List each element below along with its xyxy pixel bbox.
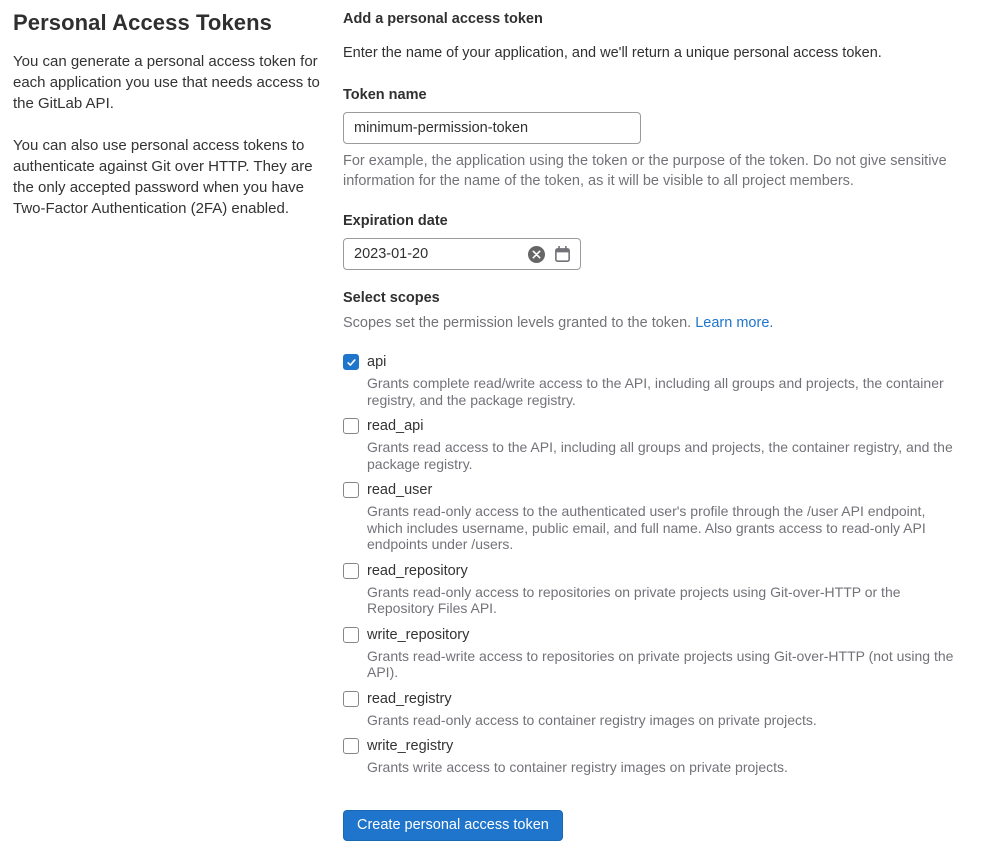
expiration-date-field-wrap: [343, 238, 581, 270]
scope-description: Grants read-write access to repositories on private projects using Git-over-HTTP (not using the API).: [367, 647, 954, 680]
scope-description: Grants write access to container registry images on private projects.: [367, 759, 788, 775]
scope-checkbox-read_user[interactable]: [343, 482, 359, 498]
scope-label[interactable]: api: [367, 354, 387, 370]
scope-label[interactable]: write_registry: [367, 738, 454, 754]
scope-description: Grants complete read/write access to the API, including all groups and projects, the container registry, and the package registry.: [367, 375, 944, 408]
token-name-input[interactable]: [343, 112, 641, 144]
intro-paragraph-1: You can generate a personal access token for each application you use that needs access to the GitLab API.: [13, 53, 320, 112]
form-description: Enter the name of your application, and we'll return a unique personal access token.: [343, 45, 882, 61]
scope-row-read_repository: [343, 561, 962, 617]
scope-row-write_registry: [343, 736, 962, 776]
scope-label[interactable]: read_repository: [367, 562, 468, 579]
scope-row-api: [343, 352, 962, 408]
clear-circle-x-icon: [528, 246, 545, 263]
scope-row-read_user: [343, 480, 962, 553]
token-form: [343, 0, 962, 841]
expiration-date-label: Expiration date: [343, 213, 448, 229]
open-calendar-button[interactable]: [553, 245, 571, 263]
scope-label[interactable]: read_registry: [367, 690, 452, 707]
form-heading: Add a personal access token: [343, 11, 543, 27]
clear-date-button[interactable]: [527, 245, 545, 263]
scope-checkbox-read_api[interactable]: [343, 418, 359, 434]
scopes-hint: [343, 313, 962, 333]
scope-label[interactable]: read_api: [367, 418, 424, 434]
scopes-list: [343, 352, 962, 776]
scope-description: Grants read-only access to repositories on private projects using Git-over-HTTP or the Repository Files API.: [367, 583, 901, 616]
scope-label[interactable]: write_repository: [367, 626, 470, 643]
select-scopes-label: Select scopes: [343, 290, 440, 306]
learn-more-link[interactable]: Learn more.: [695, 315, 774, 331]
scopes-hint-text: Scopes set the permission levels granted to the token.: [343, 315, 696, 331]
scope-row-read_registry: [343, 689, 962, 729]
calendar-icon: [554, 246, 571, 263]
intro-panel: [13, 0, 323, 841]
expiration-date-input[interactable]: [343, 238, 581, 270]
scope-row-read_api: [343, 416, 962, 472]
token-name-label: Token name: [343, 87, 427, 103]
scope-checkbox-read_repository[interactable]: [343, 563, 359, 579]
intro-paragraph-2: You can also use personal access tokens to authenticate against Git over HTTP. They are the only accepted password when you have Two-Factor Authentication (2FA) enabled.: [13, 137, 313, 217]
token-name-help: For example, the application using the token or the purpose of the token. Do not give sensitive information for the name of the token, as it will be visible to all project members.: [343, 153, 947, 189]
scope-row-write_repository: [343, 625, 962, 681]
scope-checkbox-api[interactable]: [343, 354, 359, 370]
create-token-button[interactable]: Create personal access token: [343, 810, 563, 841]
scope-description: Grants read access to the API, including all groups and projects, the container registry, and the package registry.: [367, 439, 953, 472]
token-name-field-wrap: [343, 112, 641, 144]
page-title: Personal Access Tokens: [13, 10, 272, 35]
scope-checkbox-write_registry[interactable]: [343, 738, 359, 754]
scope-description: Grants read-only access to container registry images on private projects.: [367, 711, 817, 728]
scope-checkbox-write_repository[interactable]: [343, 627, 359, 643]
scope-description: Grants read-only access to the authenticated user's profile through the /user API endpoint, which includes username, public email, and full name. Also grants access to read-only API endpoints under /users.: [367, 503, 926, 552]
scope-checkbox-read_registry[interactable]: [343, 691, 359, 707]
scope-label[interactable]: read_user: [367, 482, 433, 498]
